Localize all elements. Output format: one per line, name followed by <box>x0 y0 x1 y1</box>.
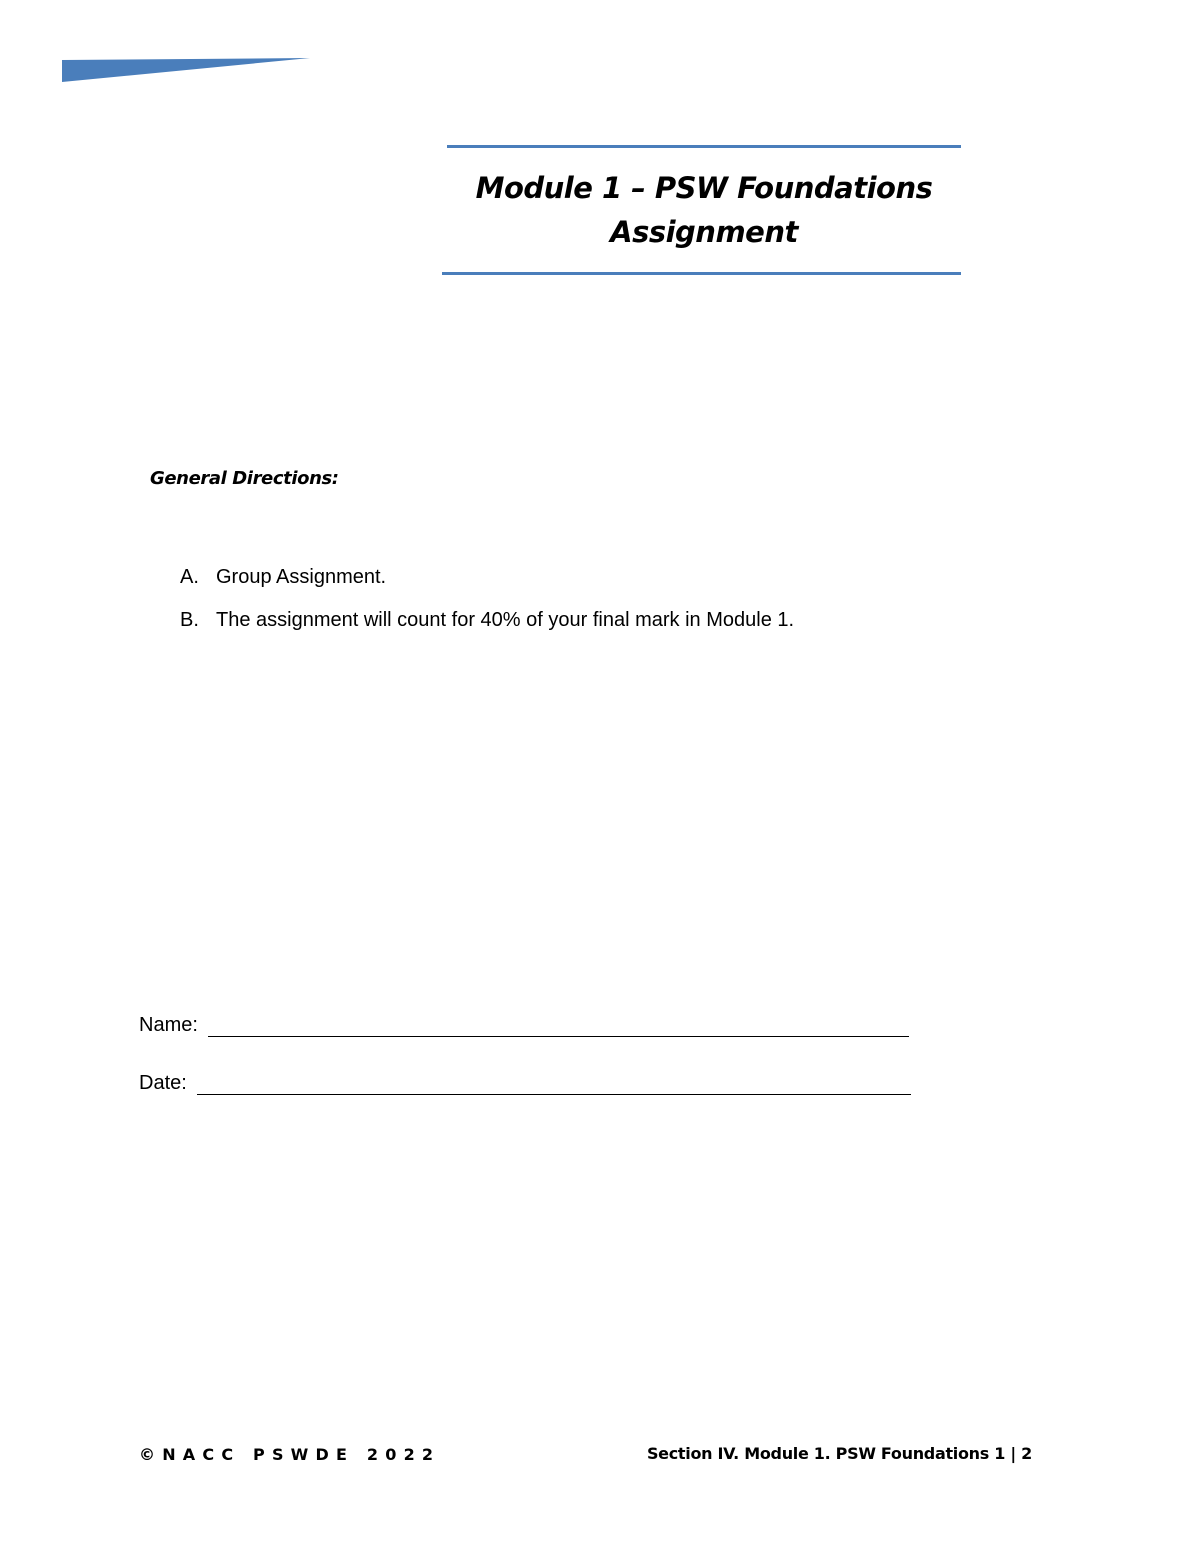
name-blank-line[interactable] <box>208 1014 909 1037</box>
footer-section-page: Section IV. Module 1. PSW Foundations 1 | 2 <box>646 1444 1032 1463</box>
corner-accent-shape <box>62 58 312 84</box>
list-item-text: Group Assignment. <box>216 566 387 588</box>
list-marker: A. <box>180 566 199 588</box>
name-label: Name: <box>139 1014 198 1036</box>
directions-list <box>180 566 794 652</box>
directions-heading: General Directions: <box>150 468 339 489</box>
list-item <box>180 609 794 652</box>
list-item-text: The assignment will count for 40% of your final mark in Module 1. <box>216 609 795 631</box>
name-field-row <box>139 1014 909 1037</box>
date-label: Date: <box>139 1072 187 1094</box>
page-title <box>442 166 966 254</box>
date-blank-line[interactable] <box>197 1072 911 1095</box>
title-line-2: Assignment <box>610 215 798 249</box>
list-item <box>180 566 794 609</box>
list-marker: B. <box>180 609 199 631</box>
title-top-rule <box>447 145 961 148</box>
footer-copyright: ©NACC PSWDE 2022 <box>139 1445 441 1464</box>
title-bottom-rule <box>442 272 961 275</box>
date-field-row <box>139 1072 911 1095</box>
title-line-1: Module 1 – PSW Foundations <box>475 171 933 205</box>
